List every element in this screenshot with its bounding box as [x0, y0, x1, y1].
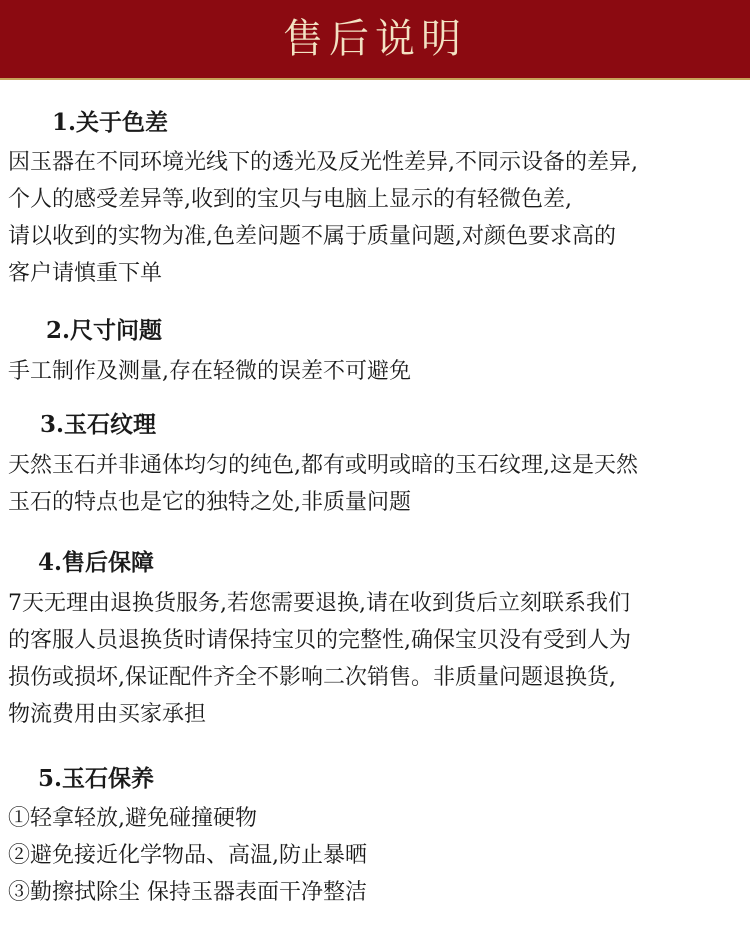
section-heading-jade-care: 5.玉石保养	[38, 765, 155, 792]
title-banner	[0, 0, 750, 80]
body-line: 损伤或损坏,保证配件齐全不影响二次销售。非质量问题退换货,	[8, 665, 616, 690]
body-line: 玉石的特点也是它的独特之处,非质量问题	[8, 490, 411, 515]
section-heading-size-issue: 2.尺寸问题	[46, 317, 163, 344]
section-heading-after-sales: 4.售后保障	[38, 549, 155, 576]
body-line: 天然玉石并非通体均匀的纯色,都有或明或暗的玉石纹理,这是天然	[8, 453, 638, 478]
section-body-color-difference	[8, 144, 744, 292]
body-line: 手工制作及测量,存在轻微的误差不可避免	[8, 359, 411, 384]
page-title: 售后说明	[283, 16, 467, 62]
body-line: 物流费用由买家承担	[8, 702, 207, 727]
section-body-jade-texture	[8, 447, 744, 521]
body-line: 的客服人员退换货时请保持宝贝的完整性,确保宝贝没有受到人为	[8, 628, 631, 653]
section-body-size-issue	[8, 353, 744, 390]
section-body-jade-care	[8, 800, 744, 911]
body-line: 因玉器在不同环境光线下的透光及反光性差异,不同示设备的差异,	[8, 150, 638, 175]
list-item: ③勤擦拭除尘 保持玉器表面干净整洁	[8, 880, 367, 905]
list-item: ①轻拿轻放,避免碰撞硬物	[8, 806, 257, 831]
section-heading-jade-texture: 3.玉石纹理	[40, 411, 157, 438]
section-body-after-sales	[8, 585, 744, 733]
section-heading-color-difference: 1.关于色差	[52, 109, 169, 136]
body-line: 客户请慎重下单	[8, 261, 163, 286]
body-line: 个人的感受差异等,收到的宝贝与电脑上显示的有轻微色差,	[8, 187, 572, 212]
list-item: ②避免接近化学物品、高温,防止暴晒	[8, 843, 367, 868]
body-line: 7天无理由退换货服务,若您需要退换,请在收到货后立刻联系我们	[8, 591, 630, 616]
body-line: 请以收到的实物为准,色差问题不属于质量问题,对颜色要求高的	[8, 224, 616, 249]
